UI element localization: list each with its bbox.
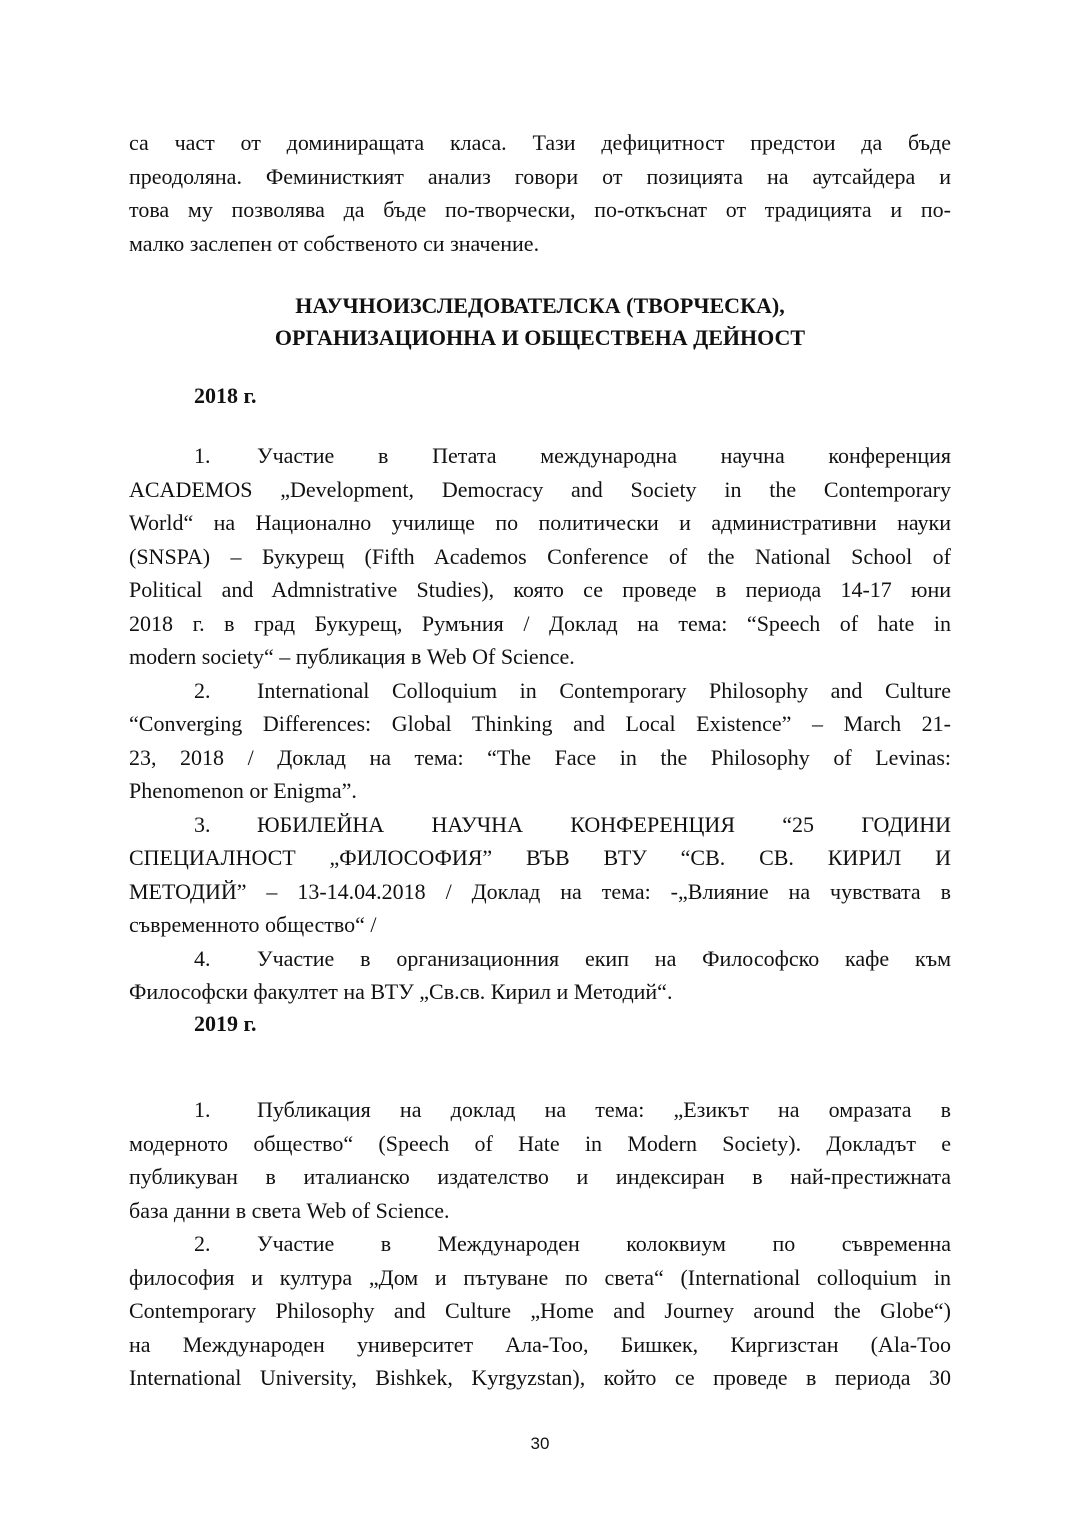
- text-line: малко заслепен от собственото си значение.: [129, 230, 540, 256]
- text-line: (SNSPA) – Букурещ (Fifth Academos Conference of the National School of: [129, 543, 951, 569]
- list-item-first-line: [129, 1227, 951, 1261]
- text-line: това му позволява да бъде по-творчески, по-откъснат от традицията и по-: [129, 197, 951, 222]
- list-item-number: 4.: [194, 945, 211, 971]
- text-line: база данни в света Web of Science.: [129, 1197, 450, 1223]
- section-heading-line-2: ОРГАНИЗАЦИОННА И ОБЩЕСТВЕНА ДЕЙНОСТ: [274, 325, 806, 350]
- text-line: съвременното общество“ /: [129, 912, 377, 937]
- text-line: “Converging Differences: Global Thinking and Local Existence” – March 21-: [129, 711, 951, 736]
- text-line: Философски факултет на ВТУ „Св.св. Кирил и Методий“.: [129, 979, 673, 1004]
- list-item: [129, 808, 951, 942]
- text-line: Участие в Международен колоквиум по съвременна: [257, 1231, 951, 1256]
- text-line: МЕТОДИЙ” – 13-14.04.2018 / Доклад на тема: -„Влияние на чувствата в: [129, 878, 951, 904]
- list-item-number: 2.: [194, 1231, 211, 1256]
- text-line: на Международен университет Ала-Тоо, Бишкек, Киргизстан (Ala-Too: [129, 1331, 951, 1357]
- list-item-first-line: [129, 808, 951, 842]
- year-heading-2019: 2019 г.: [194, 1011, 257, 1036]
- activity-list-2018: [129, 439, 951, 1009]
- list-item-first-line: [129, 674, 951, 708]
- text-line: International Colloquium in Contemporary Philosophy and Culture: [257, 677, 951, 703]
- list-item-number: 3.: [194, 811, 211, 837]
- list-item-number: 1.: [194, 443, 211, 468]
- activity-list-2019: [129, 1093, 951, 1395]
- page-number: 30: [530, 1434, 550, 1453]
- text-line: World“ на Национално училище по политически и административни науки: [129, 510, 951, 535]
- text-line: ACADEMOS „Development, Democracy and Society in the Contemporary: [129, 476, 951, 502]
- text-line: modern society“ – публикация в Web Of Science.: [129, 644, 575, 669]
- text-line: преодоляна. Феминисткият анализ говори от позицията на аутсайдера и: [129, 163, 951, 189]
- text-line: публикуван в италианско издателство и индексиран в най-престижната: [129, 1164, 951, 1189]
- text-line: модерното общество“ (Speech of Hate in Modern Society). Докладът е: [129, 1130, 951, 1156]
- list-item: [129, 942, 951, 1009]
- intro-paragraph: [129, 126, 951, 260]
- text-line: 2018 г. в град Букурещ, Румъния / Доклад на тема: “Speech of hate in: [129, 610, 951, 636]
- text-line: International University, Bishkek, Kyrgyzstan), който се проведе в периода 30: [129, 1365, 951, 1390]
- list-item: [129, 1227, 951, 1395]
- section-heading-line-1: НАУЧНОИЗСЛЕДОВАТЕЛСКА (ТВОРЧЕСКА),: [295, 293, 785, 318]
- section-heading: [0, 290, 1080, 354]
- text-line: Political and Admnistrative Studies), която се проведе в периода 14-17 юни: [129, 577, 951, 602]
- list-item: [129, 1093, 951, 1227]
- list-item-number: 1.: [194, 1097, 211, 1122]
- list-item-number: 2.: [194, 677, 211, 703]
- text-line: 23, 2018 / Доклад на тема: “The Face in the Philosophy of Levinas:: [129, 744, 951, 770]
- text-line: Публикация на доклад на тема: „Езикът на омразата в: [257, 1097, 951, 1122]
- list-item-first-line: [129, 439, 951, 473]
- text-line: са част от доминиращата класа. Тази дефицитност предстои да бъде: [129, 130, 951, 155]
- text-line: Contemporary Philosophy and Culture „Home and Journey around the Globe“): [129, 1298, 951, 1323]
- text-line: философия и култура „Дом и пътуване по света“ (International colloquium in: [129, 1264, 951, 1290]
- text-line: ЮБИЛЕЙНА НАУЧНА КОНФЕРЕНЦИЯ “25 ГОДИНИ: [257, 811, 951, 837]
- list-item-first-line: [129, 942, 951, 976]
- text-line: Участие в Петата международна научна конференция: [257, 443, 951, 468]
- text-line: Phenomenon or Enigma”.: [129, 778, 357, 803]
- list-item: [129, 674, 951, 808]
- text-line: Участие в организационния екип на Философско кафе към: [257, 945, 951, 971]
- list-item-first-line: [129, 1093, 951, 1127]
- list-item: [129, 439, 951, 674]
- text-line: СПЕЦИАЛНОСТ „ФИЛОСОФИЯ” ВЪВ ВТУ “СВ. СВ. КИРИЛ И: [129, 845, 951, 870]
- year-heading-2018: 2018 г.: [194, 383, 257, 408]
